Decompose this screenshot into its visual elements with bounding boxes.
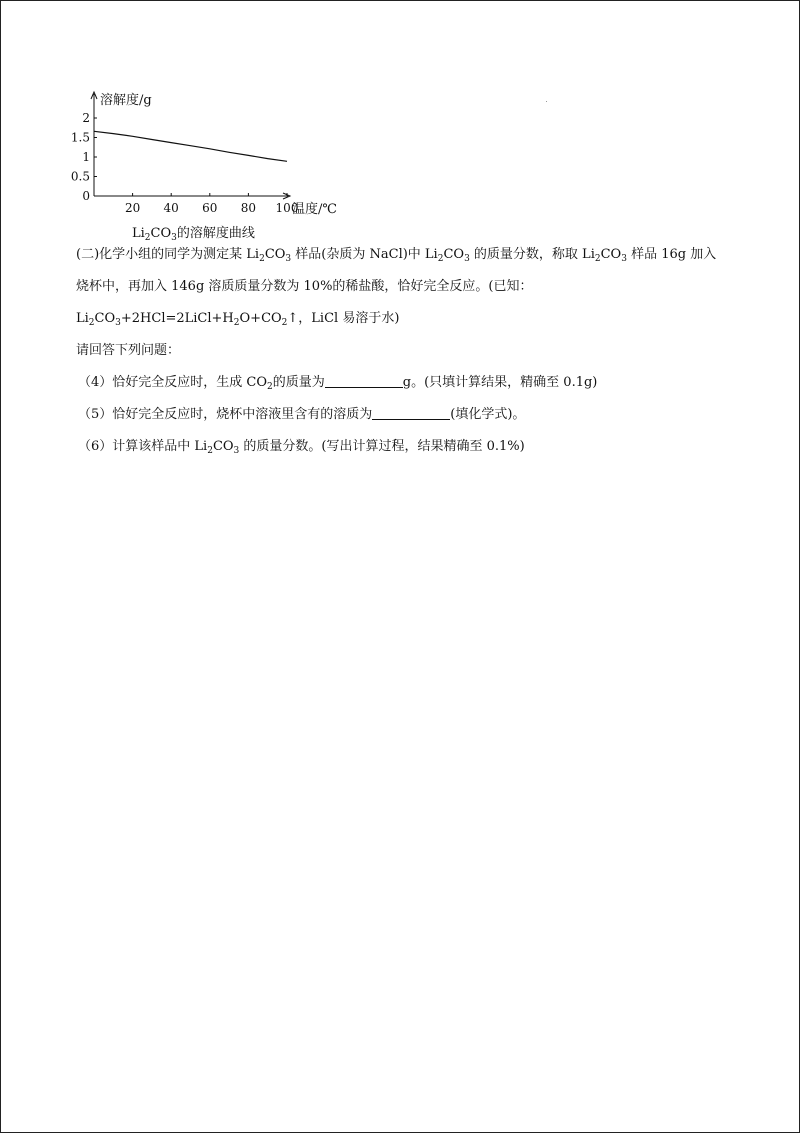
text-run: CO [94,311,116,326]
caption-sub-3: 3 [171,233,177,243]
y-tick-label: 0 [82,189,90,203]
subscript: 2 [207,446,213,456]
subscript: 2 [281,318,288,328]
caption-text: 的溶解度曲线 [176,226,255,241]
text-run: ↑，LiCl 易溶于水) [287,311,400,326]
text-run: 样品 16g 加入 [626,247,717,262]
y-axis-title: 溶解度/g [100,93,152,108]
solubility-chart-svg [70,88,360,218]
x-tick-label: 60 [202,201,218,215]
x-tick-label: 80 [240,201,257,215]
text-run: +2HCl=2LiCl+H [120,311,234,326]
subscript: 3 [115,318,121,328]
subscript: 2 [594,254,601,264]
text-run: 样品(杂质为 NaCl)中 Li [291,247,438,262]
reaction-equation [76,310,399,328]
subscript: 3 [621,254,627,264]
caption-sub-2: 2 [144,233,151,243]
solubility-chart [70,88,360,222]
scan-speck [546,101,547,102]
x-tick-label: 20 [124,201,141,215]
x-tick-label: 100 [275,201,299,215]
y-tick-label: 2 [82,111,90,125]
question-4 [78,374,597,392]
y-tick-label: 1 [82,150,90,164]
text-run: 的质量为 [272,375,325,390]
text-run: CO [264,247,286,262]
text-run: CO [600,247,622,262]
caption-li: Li [132,226,145,241]
x-tick-label: 40 [163,201,179,215]
text-run: （4）恰好完全反应时，生成 CO [78,375,268,390]
subscript: 2 [233,318,240,328]
text-run: 的质量分数，称取 Li [469,247,595,262]
answer-blank-q5[interactable] [372,406,450,420]
text-run: CO [212,439,234,454]
paragraph-intro-line-2: 烧杯中，再加入 146g 溶质质量分数为 10%的稀盐酸，恰好完全反应。(已知： [76,279,533,294]
text-run: (填化学式)。 [450,407,526,422]
subscript: 2 [88,318,95,328]
text-run: g。(只填计算结果，精确至 0.1g) [402,375,598,390]
text-run: CO [443,247,465,262]
chart-caption [132,222,255,241]
subscript: 3 [233,446,240,456]
y-tick-label: 1.5 [70,130,90,145]
text-run: 的质量分数。(写出计算过程，结果精确至 0.1%) [239,439,525,454]
text-run: （5）恰好完全反应时，烧杯中溶液里含有的溶质为 [78,407,373,422]
subscript: 3 [464,254,470,264]
subscript: 3 [285,254,292,264]
subscript: 2 [437,254,444,264]
answer-prompt: 请回答下列问题： [76,343,181,358]
solubility-curve [94,131,287,161]
subscript: 2 [267,382,273,392]
text-run: Li [76,311,89,326]
answer-blank-q4[interactable] [325,374,403,388]
text-run: O+CO [239,311,282,326]
paragraph-intro-line-1 [76,246,716,264]
text-run: (二)化学小组的同学为测定某 Li [76,247,260,262]
y-tick-label: 0.5 [70,169,90,184]
text-run: （6）计算该样品中 Li [78,439,208,454]
caption-co: CO [150,226,172,241]
question-5 [78,406,525,424]
question-6 [78,438,525,456]
subscript: 2 [259,254,265,264]
x-axis-title: 温度/℃ [292,202,337,217]
